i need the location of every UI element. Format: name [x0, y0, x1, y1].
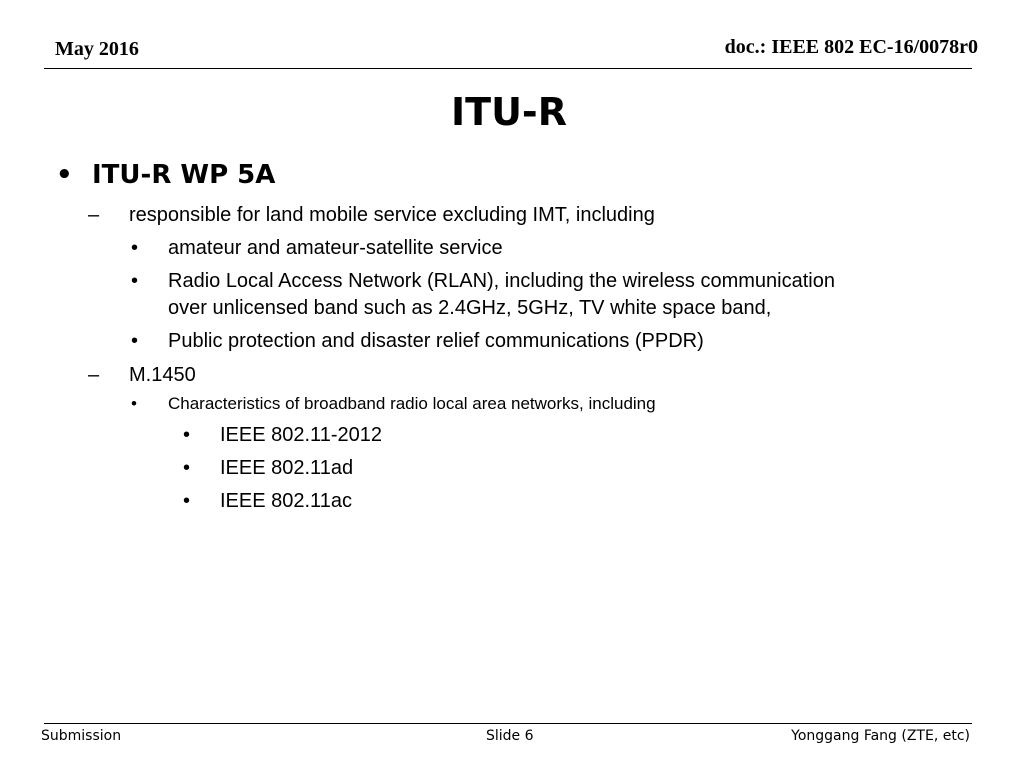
sub-bullet-icon: • [131, 237, 139, 259]
bullet-itu-r-wp5a-label: ITU-R WP 5A [92, 160, 276, 190]
slide-title: ITU-R [451, 90, 567, 134]
footer-submission: Submission [41, 728, 122, 744]
footer-slide-number: Slide 6 [486, 728, 534, 744]
header-doc-id: doc.: IEEE 802 EC-16/0078r0 [724, 36, 978, 58]
footer-divider [44, 723, 972, 724]
sub-bullet-icon: • [131, 330, 139, 352]
standard-item: IEEE 802.11-2012 [220, 424, 382, 446]
bullet-dot-icon: • [56, 160, 73, 190]
standard-bullet-icon: • [183, 490, 191, 512]
sub-item-rlan-characteristics: Characteristics of broadband radio local area networks, including [168, 394, 656, 413]
header-date: May 2016 [55, 38, 139, 60]
sub-bullet-icon: • [131, 394, 137, 413]
standard-item: IEEE 802.11ad [220, 457, 354, 479]
standard-bullet-icon: • [183, 457, 191, 479]
bullet-itu-r-wp5a [56, 158, 275, 192]
sub-item-rlan: Radio Local Access Network (RLAN), including the wireless communication [168, 270, 835, 292]
dash-icon: – [88, 204, 100, 226]
dash-item-responsibility: responsible for land mobile service excluding IMT, including [129, 204, 655, 226]
header-divider [44, 68, 972, 69]
sub-item-ppdr: Public protection and disaster relief communications (PPDR) [168, 330, 704, 352]
dash-icon: – [88, 364, 100, 386]
sub-item-amateur: amateur and amateur-satellite service [168, 237, 503, 259]
dash-item-m1450: M.1450 [129, 364, 196, 386]
sub-item-rlan-continued: over unlicensed band such as 2.4GHz, 5GHz, TV white space band, [168, 297, 772, 319]
sub-bullet-icon: • [131, 270, 139, 292]
standard-bullet-icon: • [183, 424, 191, 446]
footer-author: Yonggang Fang (ZTE, etc) [791, 728, 970, 744]
standard-item: IEEE 802.11ac [220, 490, 352, 512]
